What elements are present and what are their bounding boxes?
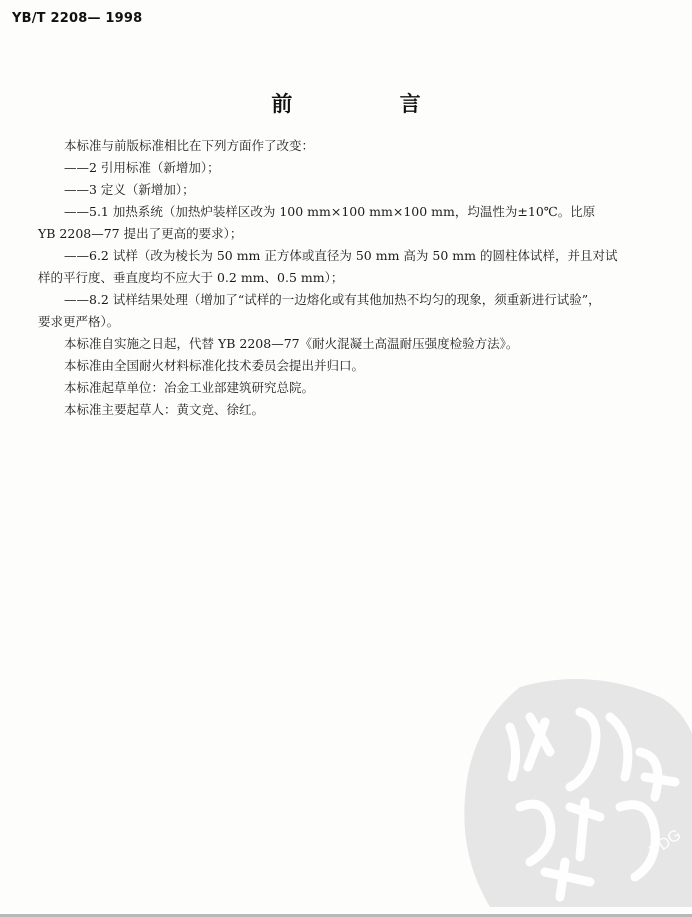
intro-paragraph: 本标准与前版标准相比在下列方面作了改变： bbox=[64, 138, 315, 153]
drafters-paragraph: 本标准主要起草人：黄文竞、徐红。 bbox=[64, 402, 265, 417]
change-item-3: ——3 定义（新增加）； bbox=[64, 182, 195, 197]
proposed-by-paragraph: 本标准由全国耐火材料标准化技术委员会提出并归口。 bbox=[64, 358, 365, 373]
drafting-unit-paragraph: 本标准起草单位：冶金工业部建筑研究总院。 bbox=[64, 380, 315, 395]
change-item-5-1-continuation: YB 2208—77 提出了更高的要求）； bbox=[38, 226, 243, 241]
change-item-6-2: ——6.2 试样（改为棱长为 50 mm 正方体或直径为 50 mm 高为 50 mm 的圆柱体试样，并且对试 bbox=[64, 248, 618, 263]
seal-text: PDG bbox=[646, 826, 685, 861]
change-item-8-2: ——8.2 试样结果处理（增加了“试样的一边熔化或有其他加热不均匀的现象，须重新进行试验”， bbox=[64, 292, 601, 307]
page-title: 前 言 bbox=[271, 92, 471, 116]
change-item-8-2-continuation: 要求更严格）。 bbox=[38, 314, 120, 329]
document-code: YB/T 2208— 1998 bbox=[12, 11, 143, 26]
change-item-5-1: ——5.1 加热系统（加热炉装样区改为 100 mm×100 mm×100 mm，均温性为±10℃。比原 bbox=[64, 204, 596, 219]
seal-stamp-icon bbox=[450, 657, 692, 907]
change-item-2: ——2 引用标准（新增加）； bbox=[64, 160, 220, 175]
replacement-paragraph: 本标准自实施之日起，代替 YB 2208—77《耐火混凝土高温耐压强度检验方法》。 bbox=[64, 336, 519, 351]
change-item-6-2-continuation: 样的平行度、垂直度均不应大于 0.2 mm、0.5 mm）； bbox=[38, 270, 344, 285]
foreword-body bbox=[38, 135, 664, 421]
